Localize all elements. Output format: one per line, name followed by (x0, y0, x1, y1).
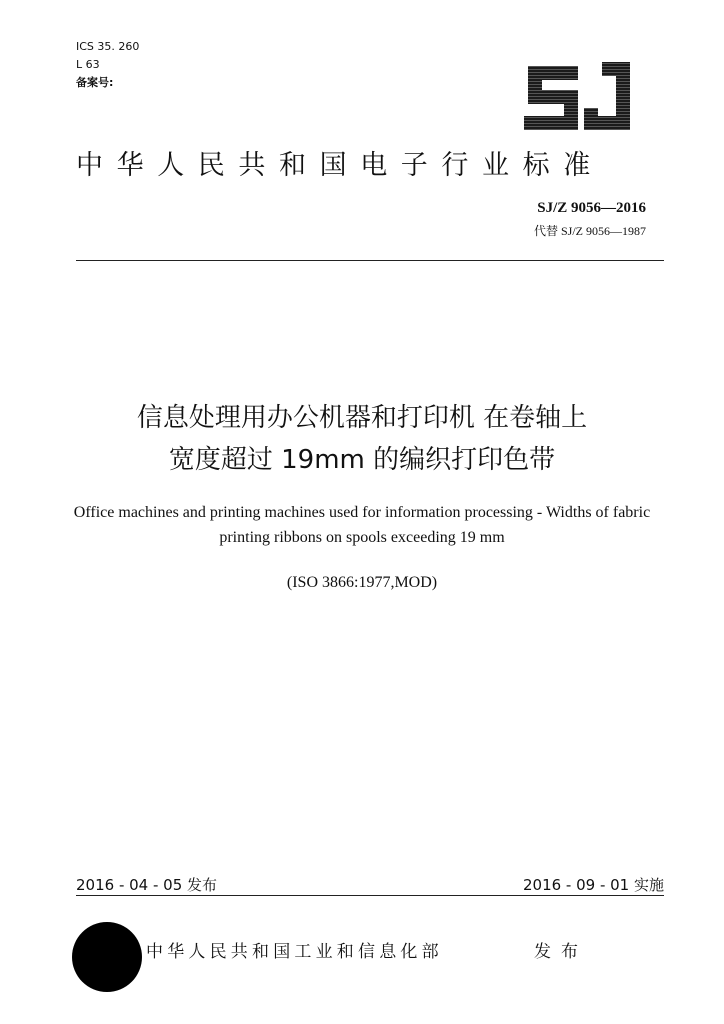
standard-category-title: 中华人民共和国电子行业标准 (76, 150, 604, 181)
ccs-code: L 63 (76, 58, 100, 71)
publisher-name: 中华人民共和国工业和信息化部 (146, 942, 443, 962)
document-title-en: Office machines and printing machines used for information processing - Widths of fabric printing ribbons on spools exceeding 19 mm (73, 504, 651, 546)
implementation-date: 2016 - 09 - 01 实施 (522, 876, 664, 894)
seal-mark (72, 922, 142, 992)
document-title-cn-line1: 信息处理用办公机器和打印机 在卷轴上 (136, 403, 588, 433)
sj-logo (520, 60, 634, 136)
iso-reference: (ISO 3866:1977,MOD) (286, 574, 438, 591)
logo-letter-j (584, 62, 630, 130)
record-number-label: 备案号: (76, 76, 114, 89)
standard-number: SJ/Z 9056—2016 (537, 200, 646, 216)
document-title-cn-line2: 宽度超过 19mm 的编织打印色带 (168, 445, 556, 475)
footer-divider (76, 895, 664, 896)
publish-label: 发布 (534, 942, 588, 962)
logo-letter-s (524, 66, 578, 130)
issue-date: 2016 - 04 - 05 发布 (76, 876, 218, 894)
header-divider (76, 260, 664, 261)
replaced-standard: 代替 SJ/Z 9056—1987 (533, 224, 646, 238)
ics-code: ICS 35. 260 (76, 40, 140, 53)
